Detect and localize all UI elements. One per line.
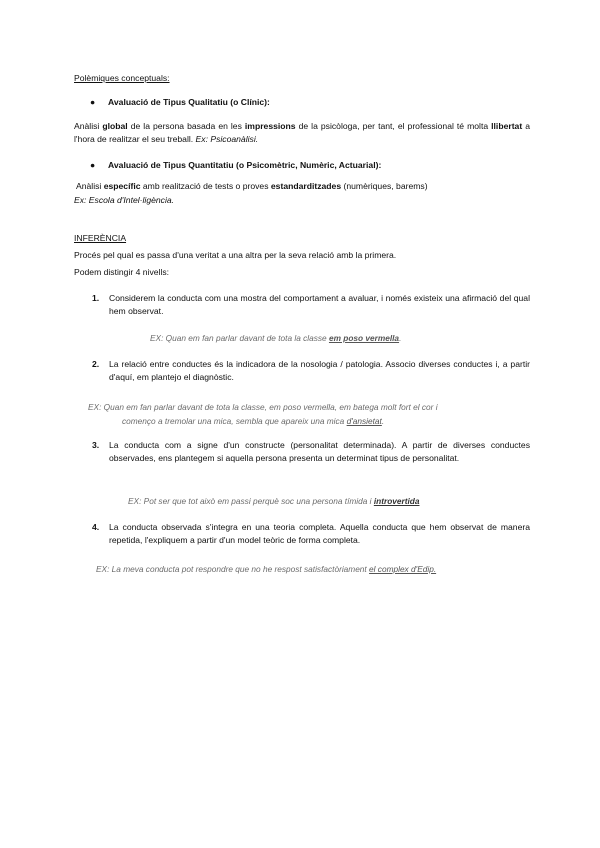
level-number: 2.: [92, 359, 100, 369]
bullet-quantitatiu-text: Avaluació de Tipus Quantitatiu (o Psicomètric, Numèric, Actuarial):: [108, 160, 382, 170]
term-impressions: impressions: [244, 121, 296, 131]
level-text: Considerem la conducta com una mostra del comportament a avaluar, i només existeix una afirmació del qual hem observat.: [109, 293, 530, 317]
example-highlight: el complex d'Edip.: [369, 564, 437, 574]
level-number: 3.: [92, 440, 100, 450]
example-highlight: d'ansietat: [346, 416, 382, 426]
example-escola: Ex: Escola d'Intel·ligència.: [74, 195, 175, 205]
example-highlight: em poso vermella: [328, 333, 400, 343]
level-text: La relació entre conductes és la indicadora de la nosologia / patologia. Associo diverses conductes i, a partir d'aquí, em plantejo el diagnòstic.: [109, 359, 530, 383]
level-example-3: EX: Pot ser que tot això em passi perquè soc una persona tímida i introvertida: [128, 496, 420, 506]
level-item-1: [92, 292, 530, 327]
level-example-2-line-1: EX: Quan em fan parlar davant de tota la classe, em poso vermella, em batega molt fort el cor i: [88, 402, 438, 412]
inferencia-intro-1: Procés pel qual es passa d'una veritat a una altra per la seva relació amb la primera.: [74, 250, 397, 260]
bullet-dot-icon: ●: [90, 97, 96, 107]
level-number: 4.: [92, 522, 100, 532]
level-text: La conducta observada s'integra en una teoria completa. Aquella conducta que hem observat de manera repetida, l'expliquem a partir d'un model teòric de forma completa.: [109, 522, 530, 546]
paragraph-qualitatiu: Anàlisi global de la persona basada en les impressions de la psicòloga, per tant, el professional té molta llibertat a l'hora de realitzar el seu treball. Ex: Psicoanàlisi.: [74, 121, 531, 145]
example-highlight: introvertida: [373, 496, 420, 506]
section-heading-inferencia: INFERÈNCIA: [74, 233, 127, 243]
section-heading-polemiques: Polèmiques conceptuals:: [74, 73, 170, 83]
term-especific: específic: [103, 181, 141, 191]
level-example-4: EX: La meva conducta pot respondre que no he respost satisfactòriament el complex d'Edip.: [96, 564, 437, 574]
term-llibertat: llibertat: [491, 121, 523, 131]
paragraph-quantitatiu: Anàlisi específic amb realització de tests o proves estandarditzades (numèriques, barems): [76, 181, 428, 191]
term-estandarditzades: estandarditzades: [270, 181, 342, 191]
level-item-2: [92, 358, 530, 393]
level-number: 1.: [92, 293, 100, 303]
level-example-1: EX: Quan em fan parlar davant de tota la classe em poso vermella.: [150, 333, 402, 343]
term-global: global: [102, 121, 128, 131]
level-item-4: [92, 521, 530, 556]
level-item-3: [92, 439, 530, 474]
level-example-2-line-2: començo a tremolar una mica, sembla que apareix una mica d'ansietat.: [122, 416, 385, 426]
bullet-qualitatiu-text: Avaluació de Tipus Qualitatiu (o Clínic):: [108, 97, 270, 107]
inferencia-intro-2: Podem distingir 4 nivells:: [74, 267, 170, 277]
example-psicoanalisi: Ex: Psicoanàlisi.: [195, 134, 259, 145]
level-text: La conducta com a signe d'un constructe (personalitat determinada). A partir de diverses conductes observades, ens plantegem si aquella persona presenta un determinat tipus de personalitat.: [109, 440, 530, 464]
bullet-dot-icon: ●: [90, 160, 96, 170]
